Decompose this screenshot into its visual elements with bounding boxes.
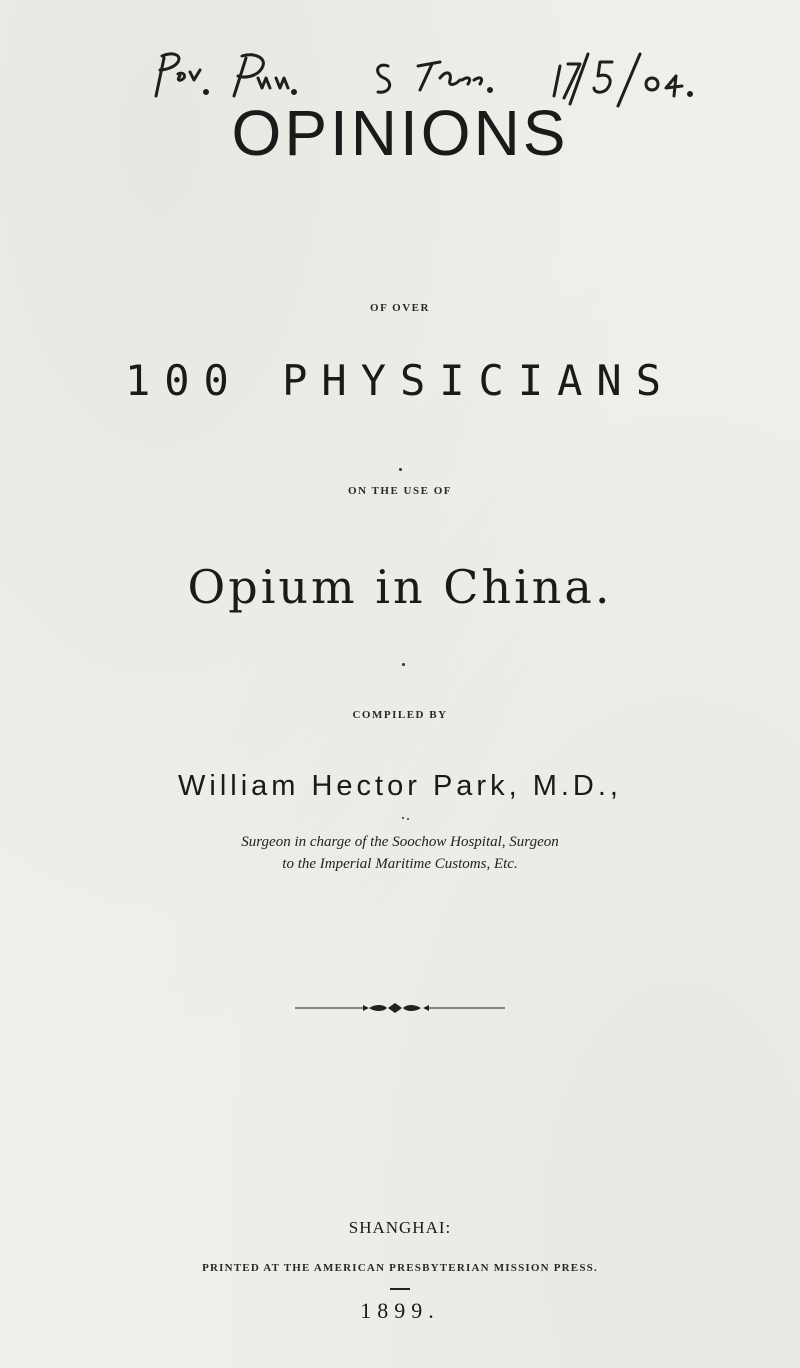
of-over-text: OF OVER <box>370 302 430 314</box>
physicians-heading: 100 PHYSICIANS <box>124 356 675 405</box>
ornamental-rule-icon <box>295 1001 505 1015</box>
opium-in-china-title: Opium in China. <box>187 560 613 614</box>
author-credentials <box>0 831 800 875</box>
print-speck <box>399 468 402 471</box>
print-speck <box>402 817 404 819</box>
print-speck <box>402 663 405 666</box>
ornamental-rule <box>295 1000 505 1014</box>
author-name: William Hector Park, M.D., <box>178 770 622 802</box>
author-credentials-line-1: Surgeon in charge of the Soochow Hospital, Surgeon <box>241 834 559 850</box>
publication-year: 1899. <box>360 1298 440 1323</box>
publication-place: SHANGHAI: <box>348 1218 452 1237</box>
compiled-by-text: COMPILED BY <box>352 709 448 721</box>
book-title: OPINIONS <box>231 97 569 169</box>
on-the-use-of-text: ON THE USE OF <box>348 485 452 497</box>
printer-line: PRINTED AT THE AMERICAN PRESBYTERIAN MISSION PRESS. <box>202 1262 598 1274</box>
print-speck <box>407 818 409 820</box>
author-credentials-line-2: to the Imperial Maritime Customs, Etc. <box>282 856 518 872</box>
short-rule <box>390 1288 410 1290</box>
